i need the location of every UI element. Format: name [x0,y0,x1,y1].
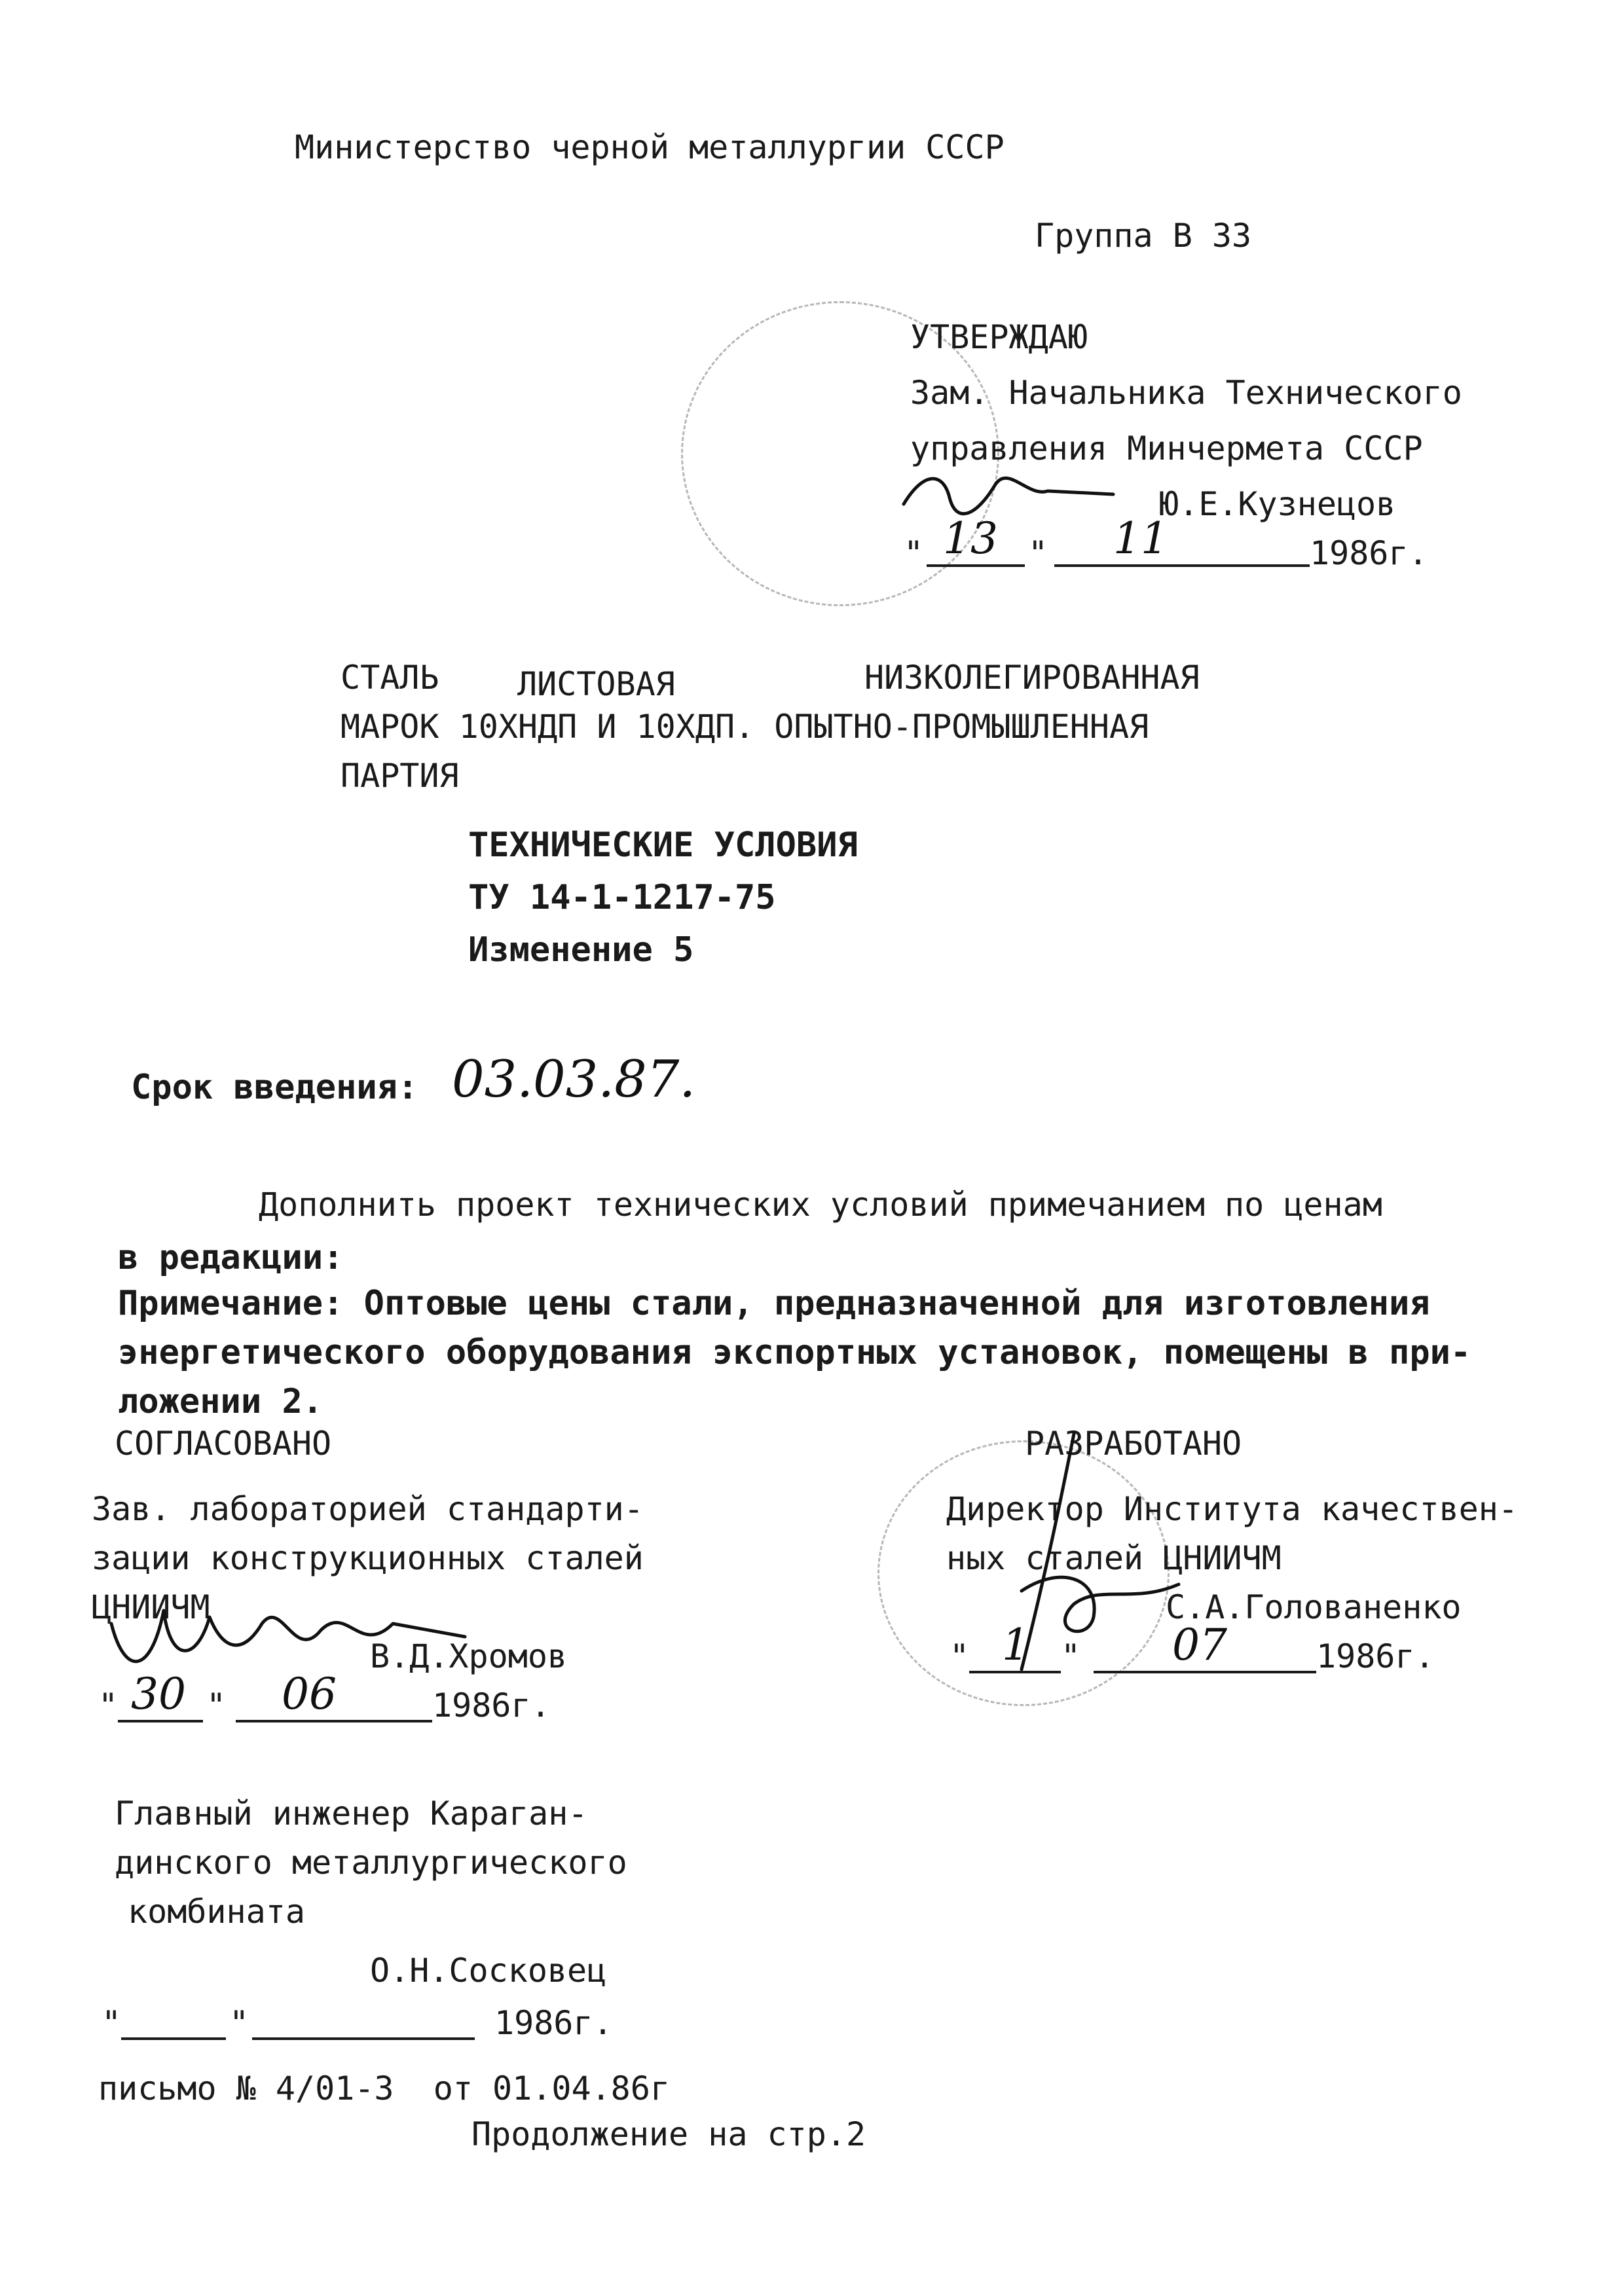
chief-name: О.Н.Сосковец [370,1952,607,1990]
agreed-line-2: зации конструкционных сталей [92,1539,644,1577]
developed-heading: РАЗРАБОТАНО [1025,1425,1242,1463]
developed-quote-close: " [1061,1637,1081,1675]
approval-day-line [927,564,1025,567]
chief-quote-close: " [229,2004,249,2042]
chief-month-line [252,2037,475,2040]
ministry-name: Министерство черной металлургии СССР [295,128,1005,166]
agreed-year: 1986г. [432,1686,551,1724]
agreed-name: В.Д.Хромов [370,1637,568,1675]
approval-month-line [1054,564,1310,567]
developed-quote-open: " [950,1637,970,1675]
agreed-day: 30 [131,1669,186,1719]
continuation-note: Продолжение на стр.2 [471,2115,866,2153]
approval-day: 13 [943,513,998,564]
chief-line-1: Главный инженер Караган- [115,1795,588,1832]
spec-kind: ТЕХНИЧЕСКИЕ УСЛОВИЯ [468,826,858,865]
approval-quote-close: " [1028,534,1048,572]
chief-year: 1986г. [494,2004,613,2042]
title-line-3: ПАРТИЯ [341,757,459,795]
body-line-3: Примечание: Оптовые цены стали, предназначенной для изготовления [118,1284,1430,1323]
developed-year: 1986г. [1316,1637,1435,1675]
approval-signature [897,458,1133,524]
approval-position-1: Зам. Начальника Технического [910,374,1462,412]
approval-position-2: управления Минчермета СССР [910,429,1423,467]
group-code: Группа В 33 [1035,217,1252,255]
agreed-day-line [118,1720,203,1722]
title-line-2: МАРОК 10ХНДП И 10ХДП. ОПЫТНО-ПРОМЫШЛЕННАЯ [341,708,1149,746]
developed-line-1: Директор Института качествен- [946,1490,1518,1528]
effective-label: Срок введения: [131,1068,418,1107]
agreed-quote-open: " [98,1686,119,1724]
agreed-heading: СОГЛАСОВАНО [115,1425,332,1463]
letter-reference: письмо № 4/01-3 от 01.04.86г [98,2069,670,2107]
body-line-1: Дополнить проект технических условий примечанием по ценам [259,1186,1382,1224]
spec-number: ТУ 14-1-1217-75 [468,878,776,917]
approval-month: 11 [1113,513,1168,564]
title-word-3: НИЗКОЛЕГИРОВАННАЯ [864,659,1200,697]
developed-month-line [1094,1671,1316,1673]
chief-line-2: динского металлургического [115,1844,627,1882]
spec-change: Изменение 5 [468,930,694,970]
chief-line-3: комбината [128,1893,305,1931]
chief-quote-open: " [101,2004,122,2042]
title-word-2: ЛИСТОВАЯ [517,665,675,703]
developed-month: 07 [1172,1620,1227,1670]
agreed-line-1: Зав. лабораторией стандарти- [92,1490,644,1528]
body-line-4: энергетического оборудования экспортных установок, помещены в при- [118,1333,1471,1372]
agreed-quote-close: " [206,1686,227,1724]
developed-day-line [969,1671,1061,1673]
body-line-5: ложении 2. [118,1382,323,1421]
approval-quote-open: " [904,534,924,572]
approval-name: Ю.Е.Кузнецов [1159,485,1396,523]
developed-day: 1 [1002,1620,1029,1670]
agreed-month-line [236,1720,432,1722]
title-word-1: СТАЛЬ [341,659,439,697]
developed-line-2: ных сталей ЦНИИЧМ [946,1539,1282,1577]
body-line-2: в редакции: [118,1238,344,1277]
approval-heading: УТВЕРЖДАЮ [910,318,1088,356]
chief-day-line [121,2037,226,2040]
agreed-month: 06 [282,1669,337,1719]
developed-name: С.А.Голованенко [1166,1588,1462,1626]
approval-year: 1986г. [1310,534,1428,572]
effective-date: 03.03.87. [452,1050,696,1109]
agreed-line-3: ЦНИИЧМ [92,1588,210,1626]
